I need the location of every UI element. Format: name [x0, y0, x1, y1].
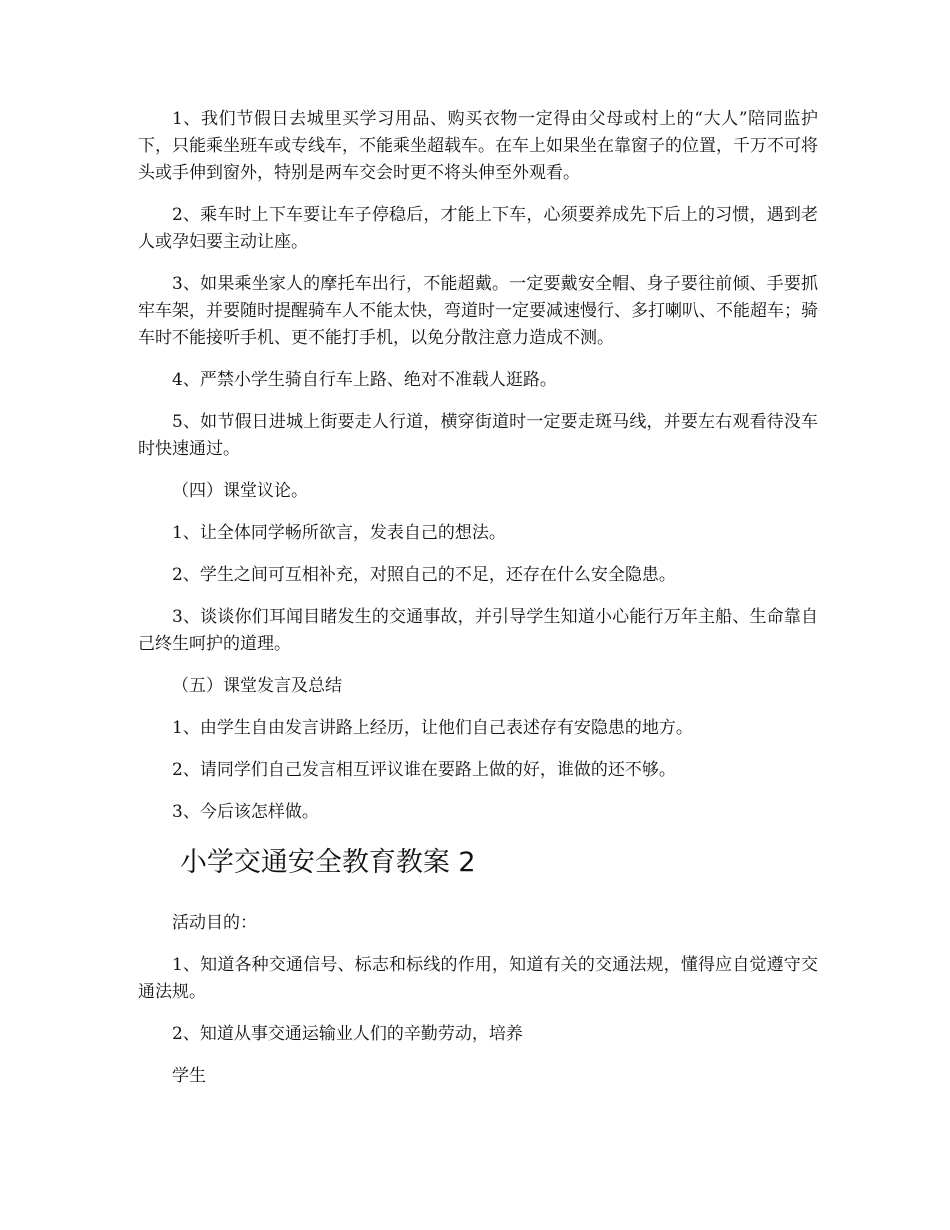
section-title-summary: （五）课堂发言及总结	[172, 676, 342, 696]
paragraph-summary-3: 3、今后该怎样做。	[172, 802, 319, 822]
paragraph-rule-1: 1、我们节假日去城里买学习用品、购买衣物一定得由父母或村上的“大人”陪同监护下，只能乘坐班车或专线车，不能乘坐超载车。在车上如果坐在靠窗子的位置，千万不可将头或手伸到窗外，特别是两车交会时更不将头伸至外观看。	[138, 109, 818, 183]
paragraph-discussion-3: 3、谈谈你们耳闻目睹发生的交通事故，并引导学生知道小心能行万年主船、生命靠自己终生呵护的道理。	[138, 607, 818, 654]
paragraph-rule-2: 2、乘车时上下车要让车子停稳后，才能上下车，心须要养成先下后上的习惯，遇到老人或孕妇要主动让座。	[138, 205, 818, 252]
paragraph-goal-1: 1、知道各种交通信号、标志和标线的作用，知道有关的交通法规，懂得应自觉遵守交通法规。	[138, 955, 818, 1002]
paragraph-summary-2: 2、请同学们自己发言相互评议谁在要路上做的好，谁做的还不够。	[172, 760, 676, 780]
document-body	[138, 106, 818, 1105]
paragraph-summary-1: 1、由学生自由发言讲路上经历，让他们自己表述存有安隐患的地方。	[172, 718, 693, 738]
paragraph-rule-3: 3、如果乘坐家人的摩托车出行，不能超戴。一定要戴安全帽、身子要往前倾、手要抓牢车架，并要随时提醒骑车人不能太快，弯道时一定要减速慢行、多打喇叭、不能超车；骑车时不能接听手机、更不能打手机，以免分散注意力造成不测。	[138, 274, 818, 348]
paragraph-rule-4: 4、严禁小学生骑自行车上路、绝对不准载人逛路。	[172, 370, 557, 390]
paragraph-discussion-2: 2、学生之间可互相补充，对照自己的不足，还存在什么安全隐患。	[172, 565, 676, 585]
paragraph-discussion-1: 1、让全体同学畅所欲言，发表自己的想法。	[172, 523, 506, 543]
paragraph-rule-5: 5、如节假日进城上街要走人行道，横穿街道时一定要走斑马线，并要左右观看待没车时快速通过。	[138, 412, 818, 459]
paragraph-goal-continuation: 学生	[172, 1066, 206, 1086]
lesson-plan-heading: 小学交通安全教育教案 2	[179, 847, 476, 878]
paragraph-goal-2: 2、知道从事交通运输业人们的辛勤劳动，培养	[172, 1024, 523, 1044]
activity-goal-label: 活动目的：	[172, 913, 257, 933]
section-title-discussion: （四）课堂议论。	[172, 481, 308, 501]
